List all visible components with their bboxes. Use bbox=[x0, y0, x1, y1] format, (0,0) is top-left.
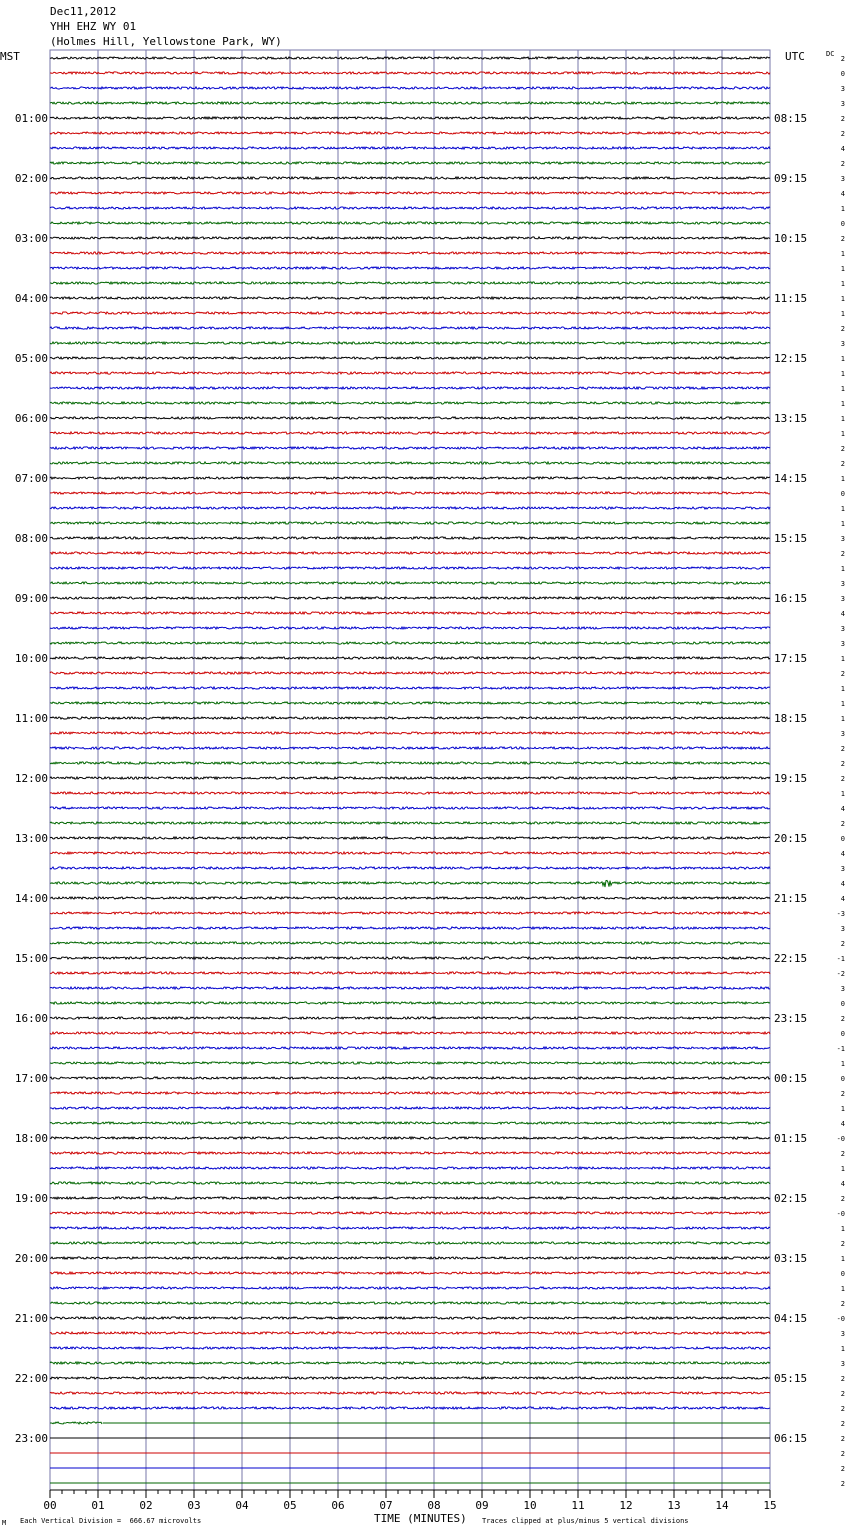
seismic-trace bbox=[50, 807, 770, 809]
dc-offset-value: 0 bbox=[840, 1075, 845, 1083]
mst-hour-label: 03:00 bbox=[14, 232, 48, 245]
dc-offset-value: 3 bbox=[840, 175, 845, 183]
seismic-trace bbox=[50, 657, 770, 659]
utc-hour-label: 04:15 bbox=[774, 1312, 808, 1325]
seismic-trace bbox=[50, 57, 770, 59]
seismic-trace bbox=[50, 957, 770, 959]
mst-hour-label: 19:00 bbox=[14, 1192, 48, 1205]
dc-column-title: DC bbox=[826, 50, 835, 58]
utc-hour-label: 06:15 bbox=[774, 1432, 808, 1445]
seismic-trace bbox=[50, 567, 770, 569]
seismic-trace bbox=[50, 1377, 770, 1379]
seismic-trace bbox=[50, 1257, 770, 1259]
dc-offset-value: 1 bbox=[840, 565, 845, 573]
scale-note: Each Vertical Division = 666.67 microvolts bbox=[20, 1517, 202, 1525]
station-id: YHH EHZ WY 01 bbox=[50, 20, 137, 33]
mst-hour-label: 22:00 bbox=[14, 1372, 48, 1385]
dc-offset-value: 1 bbox=[840, 355, 845, 363]
dc-offset-value: -2 bbox=[836, 970, 845, 978]
dc-offset-value: 0 bbox=[840, 835, 845, 843]
seismic-trace bbox=[50, 777, 770, 779]
dc-offset-value: 3 bbox=[840, 535, 845, 543]
utc-hour-label: 13:15 bbox=[774, 412, 808, 425]
seismic-trace bbox=[50, 132, 770, 134]
seismic-trace bbox=[50, 1362, 770, 1364]
dc-offset-value: 4 bbox=[840, 190, 845, 198]
seismic-trace bbox=[50, 912, 770, 914]
utc-hour-label: 14:15 bbox=[774, 472, 808, 485]
dc-offset-value: 1 bbox=[840, 370, 845, 378]
x-tick-label: 06 bbox=[331, 1499, 345, 1512]
dc-offset-value: 3 bbox=[840, 1330, 845, 1338]
seismic-trace bbox=[50, 880, 770, 887]
seismic-trace bbox=[50, 1077, 770, 1079]
utc-hour-label: 23:15 bbox=[774, 1012, 808, 1025]
seismic-trace bbox=[50, 507, 770, 509]
mst-hour-label: 10:00 bbox=[14, 652, 48, 665]
dc-offset-value: 1 bbox=[840, 400, 845, 408]
seismic-trace bbox=[50, 1137, 770, 1139]
seismic-trace bbox=[50, 357, 770, 359]
dc-offset-value: 3 bbox=[840, 85, 845, 93]
dc-offset-value: 1 bbox=[840, 310, 845, 318]
dc-offset-value: -3 bbox=[836, 910, 845, 918]
dc-offset-value: 1 bbox=[840, 1225, 845, 1233]
utc-hour-label: 15:15 bbox=[774, 532, 808, 545]
dc-offset-value: 0 bbox=[840, 490, 845, 498]
seismic-trace bbox=[50, 462, 770, 464]
seismic-trace bbox=[50, 687, 770, 689]
seismic-trace bbox=[50, 822, 770, 824]
seismic-trace bbox=[50, 1107, 770, 1109]
dc-offset-value: 1 bbox=[840, 1285, 845, 1293]
utc-hour-label: 19:15 bbox=[774, 772, 808, 785]
x-tick-label: 01 bbox=[91, 1499, 105, 1512]
seismic-trace bbox=[50, 207, 770, 209]
mst-hour-label: 13:00 bbox=[14, 832, 48, 845]
dc-offset-value: 3 bbox=[840, 580, 845, 588]
x-tick-label: 07 bbox=[379, 1499, 393, 1512]
seismic-trace bbox=[50, 1092, 770, 1094]
seismic-trace bbox=[50, 1212, 770, 1214]
dc-offset-value: 2 bbox=[840, 1390, 845, 1398]
dc-offset-value: 2 bbox=[840, 1465, 845, 1473]
seismic-trace bbox=[50, 1062, 770, 1064]
seismic-trace bbox=[50, 1332, 770, 1334]
dc-offset-value: 0 bbox=[840, 220, 845, 228]
dc-offset-value: 0 bbox=[840, 1270, 845, 1278]
dc-offset-value: 2 bbox=[840, 1405, 845, 1413]
mst-hour-label: 23:00 bbox=[14, 1432, 48, 1445]
x-tick-label: 03 bbox=[187, 1499, 201, 1512]
seismic-trace bbox=[50, 177, 770, 179]
x-tick-label: 00 bbox=[43, 1499, 57, 1512]
seismic-trace bbox=[50, 672, 770, 674]
seismic-trace bbox=[50, 1392, 770, 1394]
seismic-trace bbox=[50, 927, 770, 929]
clip-note: Traces clipped at plus/minus 5 vertical divisions bbox=[482, 1517, 689, 1525]
seismic-trace bbox=[50, 1032, 770, 1034]
seismic-trace bbox=[50, 402, 770, 404]
utc-hour-label: 03:15 bbox=[774, 1252, 808, 1265]
seismic-trace bbox=[50, 1197, 770, 1199]
seismic-trace bbox=[50, 1017, 770, 1019]
seismic-trace bbox=[50, 282, 770, 284]
corner-mark: M bbox=[2, 1519, 7, 1527]
dc-offset-value: 2 bbox=[840, 1150, 845, 1158]
dc-offset-value: 2 bbox=[840, 235, 845, 243]
seismic-trace bbox=[50, 1287, 770, 1289]
seismic-trace bbox=[50, 192, 770, 194]
seismic-trace bbox=[50, 942, 770, 944]
utc-hour-label: 05:15 bbox=[774, 1372, 808, 1385]
seismic-trace bbox=[50, 1167, 770, 1169]
seismic-trace bbox=[50, 417, 770, 419]
x-tick-label: 12 bbox=[619, 1499, 633, 1512]
seismic-trace bbox=[50, 1122, 770, 1124]
utc-hour-label: 08:15 bbox=[774, 112, 808, 125]
dc-offset-value: 3 bbox=[840, 730, 845, 738]
mst-hour-label: 12:00 bbox=[14, 772, 48, 785]
dc-offset-value: 2 bbox=[840, 55, 845, 63]
seismic-trace bbox=[50, 762, 770, 764]
dc-offset-value: 2 bbox=[840, 1435, 845, 1443]
seismic-trace bbox=[50, 1272, 770, 1274]
dc-offset-value: 1 bbox=[840, 205, 845, 213]
seismic-trace bbox=[50, 1152, 770, 1154]
plot-frame bbox=[50, 50, 770, 1490]
utc-hour-label: 18:15 bbox=[774, 712, 808, 725]
dc-offset-value: 4 bbox=[840, 895, 845, 903]
dc-offset-value: 0 bbox=[840, 1030, 845, 1038]
dc-offset-value: 1 bbox=[840, 415, 845, 423]
seismic-trace bbox=[50, 1002, 770, 1004]
x-tick-label: 05 bbox=[283, 1499, 297, 1512]
x-tick-label: 15 bbox=[763, 1499, 777, 1512]
seismic-trace bbox=[50, 1242, 770, 1244]
dc-offset-value: 3 bbox=[840, 925, 845, 933]
dc-offset-value: 2 bbox=[840, 1480, 845, 1488]
seismic-trace bbox=[50, 1302, 770, 1304]
dc-offset-value: -0 bbox=[836, 1315, 845, 1323]
mst-hour-label: 15:00 bbox=[14, 952, 48, 965]
dc-offset-value: 3 bbox=[840, 865, 845, 873]
dc-offset-value: 1 bbox=[840, 265, 845, 273]
utc-hour-label: 00:15 bbox=[774, 1072, 808, 1085]
dc-offset-value: 2 bbox=[840, 550, 845, 558]
x-tick-label: 14 bbox=[715, 1499, 729, 1512]
mst-hour-label: 05:00 bbox=[14, 352, 48, 365]
mst-hour-label: 18:00 bbox=[14, 1132, 48, 1145]
dc-offset-value: 4 bbox=[840, 850, 845, 858]
seismic-trace bbox=[50, 297, 770, 299]
dc-offset-value: 2 bbox=[840, 1420, 845, 1428]
dc-offset-value: 4 bbox=[840, 1180, 845, 1188]
dc-offset-value: 2 bbox=[840, 745, 845, 753]
seismic-trace bbox=[50, 1347, 770, 1349]
dc-offset-value: 4 bbox=[840, 1120, 845, 1128]
seismic-trace bbox=[50, 432, 770, 434]
seismic-trace bbox=[50, 447, 770, 449]
utc-hour-label: 21:15 bbox=[774, 892, 808, 905]
utc-axis-title: UTC bbox=[785, 50, 805, 63]
seismic-trace bbox=[50, 852, 770, 854]
dc-offset-value: 2 bbox=[840, 760, 845, 768]
x-tick-label: 08 bbox=[427, 1499, 441, 1512]
seismic-trace bbox=[50, 117, 770, 119]
utc-hour-label: 02:15 bbox=[774, 1192, 808, 1205]
seismic-trace bbox=[50, 342, 770, 344]
dc-offset-value: 3 bbox=[840, 100, 845, 108]
seismic-trace bbox=[50, 492, 770, 494]
seismic-trace bbox=[50, 162, 770, 164]
seismic-trace bbox=[50, 312, 770, 314]
dc-offset-value: 1 bbox=[840, 295, 845, 303]
dc-offset-value: 2 bbox=[840, 1090, 845, 1098]
seismic-trace bbox=[50, 522, 770, 524]
mst-hour-label: 11:00 bbox=[14, 712, 48, 725]
x-tick-label: 04 bbox=[235, 1499, 249, 1512]
seismic-trace bbox=[50, 72, 770, 74]
seismic-trace bbox=[50, 147, 770, 149]
seismic-trace bbox=[50, 537, 770, 539]
dc-offset-value: 4 bbox=[840, 805, 845, 813]
dc-offset-value: 4 bbox=[840, 880, 845, 888]
seismic-trace bbox=[50, 1182, 770, 1184]
dc-offset-value: 2 bbox=[840, 160, 845, 168]
dc-offset-value: 2 bbox=[840, 1375, 845, 1383]
x-axis-label: TIME (MINUTES) bbox=[374, 1512, 467, 1525]
seismic-trace bbox=[50, 222, 770, 224]
dc-offset-value: 1 bbox=[840, 790, 845, 798]
seismic-trace bbox=[50, 1422, 102, 1424]
seismic-trace bbox=[50, 747, 770, 749]
mst-hour-label: 06:00 bbox=[14, 412, 48, 425]
dc-offset-value: 2 bbox=[840, 1015, 845, 1023]
utc-hour-label: 11:15 bbox=[774, 292, 808, 305]
record-date: Dec11,2012 bbox=[50, 5, 117, 18]
dc-offset-value: 1 bbox=[840, 700, 845, 708]
seismic-trace bbox=[50, 972, 770, 974]
dc-offset-value: 1 bbox=[840, 1255, 845, 1263]
utc-hour-label: 01:15 bbox=[774, 1132, 808, 1145]
seismic-trace bbox=[50, 642, 770, 644]
mst-hour-label: 02:00 bbox=[14, 172, 48, 185]
dc-offset-value: 3 bbox=[840, 340, 845, 348]
dc-offset-value: 1 bbox=[840, 1105, 845, 1113]
mst-hour-label: 01:00 bbox=[14, 112, 48, 125]
x-tick-label: 09 bbox=[475, 1499, 489, 1512]
dc-offset-value: -1 bbox=[836, 1045, 845, 1053]
mst-hour-label: 09:00 bbox=[14, 592, 48, 605]
utc-hour-label: 20:15 bbox=[774, 832, 808, 845]
dc-offset-value: 1 bbox=[840, 250, 845, 258]
mst-axis-title: MST bbox=[0, 50, 20, 63]
seismic-trace bbox=[50, 477, 770, 479]
dc-offset-value: 3 bbox=[840, 985, 845, 993]
dc-offset-value: 1 bbox=[840, 655, 845, 663]
dc-offset-value: 2 bbox=[840, 115, 845, 123]
utc-hour-label: 09:15 bbox=[774, 172, 808, 185]
dc-offset-value: 1 bbox=[840, 1060, 845, 1068]
dc-offset-value: 4 bbox=[840, 610, 845, 618]
dc-offset-value: 3 bbox=[840, 1360, 845, 1368]
seismic-trace bbox=[50, 732, 770, 734]
dc-offset-value: 2 bbox=[840, 445, 845, 453]
dc-offset-value: 0 bbox=[840, 1000, 845, 1008]
dc-offset-value: 1 bbox=[840, 520, 845, 528]
x-tick-label: 11 bbox=[571, 1499, 585, 1512]
seismic-trace bbox=[50, 387, 770, 389]
seismic-trace bbox=[50, 612, 770, 614]
mst-hour-label: 21:00 bbox=[14, 1312, 48, 1325]
dc-offset-value: 2 bbox=[840, 940, 845, 948]
seismic-trace bbox=[50, 552, 770, 554]
utc-hour-label: 16:15 bbox=[774, 592, 808, 605]
mst-hour-label: 14:00 bbox=[14, 892, 48, 905]
seismic-trace bbox=[50, 1317, 770, 1319]
dc-offset-value: 2 bbox=[840, 1450, 845, 1458]
dc-offset-value: 1 bbox=[840, 715, 845, 723]
dc-offset-value: 1 bbox=[840, 505, 845, 513]
dc-offset-value: 2 bbox=[840, 1195, 845, 1203]
seismic-trace bbox=[50, 897, 770, 899]
seismic-trace bbox=[50, 372, 770, 374]
seismic-trace bbox=[50, 327, 770, 329]
dc-offset-value: 2 bbox=[840, 670, 845, 678]
dc-offset-value: 2 bbox=[840, 325, 845, 333]
dc-offset-value: 1 bbox=[840, 430, 845, 438]
seismic-trace bbox=[50, 1047, 770, 1049]
dc-offset-value: 2 bbox=[840, 460, 845, 468]
dc-offset-value: -1 bbox=[836, 955, 845, 963]
dc-offset-value: 3 bbox=[840, 640, 845, 648]
dc-offset-value: 3 bbox=[840, 595, 845, 603]
seismic-trace bbox=[50, 252, 770, 254]
dc-offset-value: -0 bbox=[836, 1135, 845, 1143]
dc-offset-value: 2 bbox=[840, 1300, 845, 1308]
seismic-trace bbox=[50, 267, 770, 269]
seismic-trace bbox=[50, 987, 770, 989]
dc-offset-value: 2 bbox=[840, 130, 845, 138]
mst-hour-label: 17:00 bbox=[14, 1072, 48, 1085]
mst-hour-label: 16:00 bbox=[14, 1012, 48, 1025]
seismic-trace bbox=[50, 627, 770, 629]
dc-offset-value: -0 bbox=[836, 1210, 845, 1218]
seismic-trace bbox=[50, 837, 770, 839]
dc-offset-value: 1 bbox=[840, 685, 845, 693]
x-tick-label: 10 bbox=[523, 1499, 537, 1512]
mst-hour-label: 04:00 bbox=[14, 292, 48, 305]
dc-offset-value: 1 bbox=[840, 1345, 845, 1353]
dc-offset-value: 1 bbox=[840, 1165, 845, 1173]
dc-offset-value: 1 bbox=[840, 280, 845, 288]
x-tick-label: 02 bbox=[139, 1499, 153, 1512]
seismic-trace bbox=[50, 867, 770, 869]
seismic-trace bbox=[50, 597, 770, 599]
utc-hour-label: 17:15 bbox=[774, 652, 808, 665]
utc-hour-label: 12:15 bbox=[774, 352, 808, 365]
mst-hour-label: 07:00 bbox=[14, 472, 48, 485]
seismic-trace bbox=[50, 702, 770, 704]
seismic-trace bbox=[50, 1407, 770, 1409]
dc-offset-value: 3 bbox=[840, 625, 845, 633]
seismic-trace bbox=[50, 1227, 770, 1229]
mst-hour-label: 08:00 bbox=[14, 532, 48, 545]
utc-hour-label: 22:15 bbox=[774, 952, 808, 965]
dc-offset-value: 2 bbox=[840, 820, 845, 828]
utc-hour-label: 10:15 bbox=[774, 232, 808, 245]
dc-offset-value: 4 bbox=[840, 145, 845, 153]
dc-offset-value: 2 bbox=[840, 775, 845, 783]
seismic-trace bbox=[50, 237, 770, 239]
seismic-trace bbox=[50, 87, 770, 89]
dc-offset-value: 1 bbox=[840, 475, 845, 483]
seismic-trace bbox=[50, 582, 770, 584]
seismic-trace bbox=[50, 717, 770, 719]
station-location: (Holmes Hill, Yellowstone Park, WY) bbox=[50, 35, 282, 48]
dc-offset-value: 0 bbox=[840, 70, 845, 78]
seismic-trace bbox=[50, 102, 770, 104]
dc-offset-value: 1 bbox=[840, 385, 845, 393]
dc-offset-value: 2 bbox=[840, 1240, 845, 1248]
x-tick-label: 13 bbox=[667, 1499, 681, 1512]
mst-hour-label: 20:00 bbox=[14, 1252, 48, 1265]
seismic-trace bbox=[50, 792, 770, 794]
